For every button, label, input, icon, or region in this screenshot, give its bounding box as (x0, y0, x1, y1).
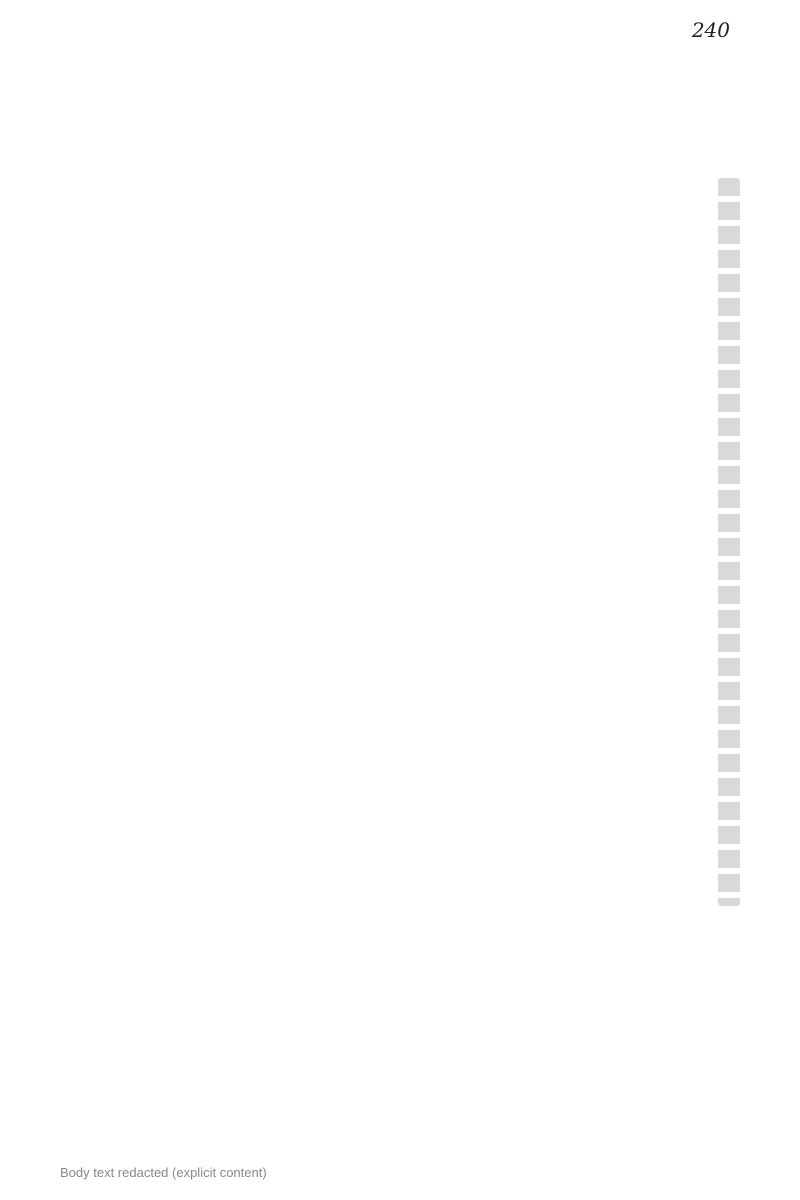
page-number: 240 (691, 18, 730, 42)
body-text-block (60, 90, 740, 1130)
redaction-note: Body text redacted (explicit content) (60, 1165, 267, 1180)
redacted-text-columns (718, 90, 740, 1130)
redacted-column (718, 178, 740, 906)
